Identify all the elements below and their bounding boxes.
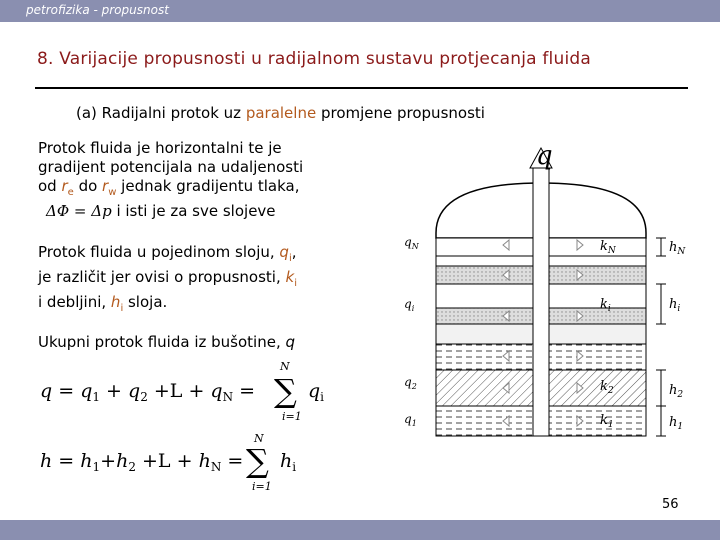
para2-line1: Protok fluida u pojedinom sloju, $q_i$, xyxy=(38,243,297,264)
wellbore xyxy=(533,168,549,436)
q-label: q xyxy=(536,141,553,171)
slide-title: 8. Varijacije propusnosti u radijalnom sustavu protjecanja fluida xyxy=(37,49,591,69)
title-divider xyxy=(35,87,688,89)
delta-phi-formula: ΔΦ = Δp xyxy=(46,202,112,220)
paragraph-gradient xyxy=(38,139,303,221)
subtitle-prefix: (a) Radijalni protok uz xyxy=(76,104,246,122)
svg-text:qi: $q_i$ xyxy=(404,297,415,313)
sum2-symbol: ∑ xyxy=(246,442,269,480)
subtitle-suffix: promjene propusnosti xyxy=(316,104,485,122)
para2-line2: je različit jer ovisi o propusnosti, $k_i$ xyxy=(38,268,297,289)
formula-total-thickness: $h = h_1+h_2 +L + h_N$ = xyxy=(40,450,244,474)
para1-line2: gradijent potencijala na udaljenosti xyxy=(38,158,304,176)
sum2-top: N xyxy=(254,432,264,445)
paragraph-total-flow: Ukupni protok fluida iz bušotine, q xyxy=(38,333,296,351)
formula-total-flow: $q = q_1 + q_2 +L + q_N$ = xyxy=(40,380,256,404)
layered-reservoir-diagram xyxy=(396,138,696,480)
svg-text:hN: $h_N$ xyxy=(669,240,686,257)
svg-text:h2: $h_2$ xyxy=(669,383,684,400)
svg-text:h1: $h_1$ xyxy=(669,415,684,432)
svg-text:hi: $h_i$ xyxy=(669,297,681,314)
subtitle xyxy=(76,104,485,122)
sum1-top: N xyxy=(280,360,290,373)
header-text: petrofizika - propusnost xyxy=(26,3,169,17)
sum1-term: $q_i$ xyxy=(308,380,325,404)
svg-text:k1: $k_1$ xyxy=(600,413,614,430)
svg-text:k2: $k_2$ xyxy=(600,379,614,396)
para1-line1: Protok fluida je horizontalni te je xyxy=(38,139,282,157)
sum1-bottom: i=1 xyxy=(282,410,302,423)
svg-text:qN: $q_N$ xyxy=(404,235,419,251)
footer-bar xyxy=(0,520,720,540)
header-bar xyxy=(0,0,720,22)
para2-line3: i debljini, $h_i$ sloja. xyxy=(38,293,168,314)
para1-line3: od $r_e$ do $r_w$ jednak gradijentu tlaka, xyxy=(38,177,300,198)
svg-text:kN: $k_N$ xyxy=(600,239,616,256)
sum2-bottom: i=1 xyxy=(252,480,272,493)
svg-text:q1: $q_1$ xyxy=(404,412,417,428)
paragraph-layer-flow xyxy=(38,243,297,318)
subtitle-highlight: paralelne xyxy=(245,104,317,122)
para1-line4: ΔΦ = Δp i isti je za sve slojeve xyxy=(46,202,276,220)
svg-text:q2: $q_2$ xyxy=(404,375,417,391)
sum1-symbol: ∑ xyxy=(274,372,297,410)
svg-text:ki: $k_i$ xyxy=(600,297,611,314)
sum2-term: $h_i$ xyxy=(280,450,297,474)
page-number: 56 xyxy=(662,497,679,512)
